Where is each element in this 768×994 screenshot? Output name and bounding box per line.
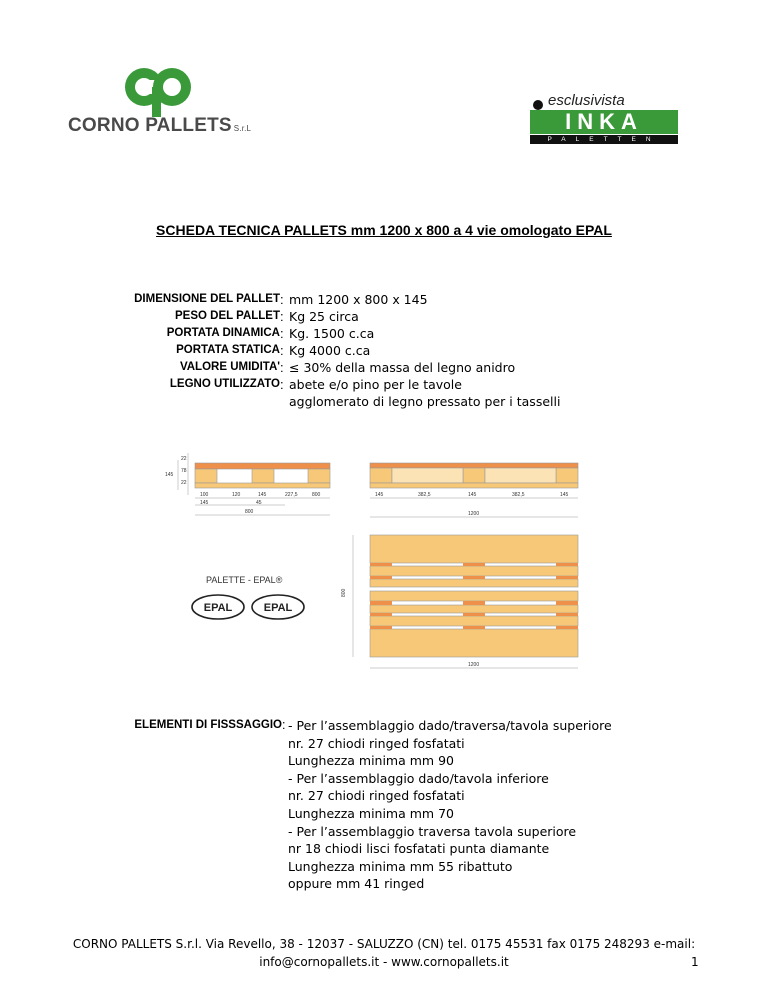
- fixing-text: - Per l’assemblaggio dado/tavola inferiore: [288, 770, 549, 786]
- inka-logo: [530, 92, 678, 144]
- spec-value: Kg 4000 c.ca: [289, 343, 371, 358]
- spec-separator: :: [280, 343, 284, 358]
- dim-label: 145: [165, 472, 174, 478]
- fixing-text: - Per l’assemblaggio dado/traversa/tavola superiore: [288, 718, 612, 733]
- spec-list: [80, 291, 680, 410]
- corno-pallets-wordmark: CORNO PALLETS S.r.L: [68, 115, 252, 136]
- fixing-label: ELEMENTI DI FISSSAGGIO: [134, 719, 282, 731]
- spec-value: abete e/o pino per le tavole: [289, 377, 462, 392]
- spec-row: [80, 359, 680, 376]
- fixing-elements: [60, 717, 700, 893]
- spec-value: Kg 25 circa: [289, 309, 359, 324]
- dim-label: 382,5: [418, 492, 431, 498]
- page-number: 1: [691, 955, 699, 969]
- dim-label: 100: [200, 492, 209, 498]
- dim-label: 145: [375, 492, 384, 498]
- spec-row: [80, 308, 680, 325]
- fixing-text: - Per l’assemblaggio traversa tavola superiore: [288, 823, 577, 839]
- epal-badge-text: EPAL: [263, 602, 293, 614]
- epal-badge-text: EPAL: [203, 602, 233, 614]
- dim-label: 145: [200, 500, 209, 506]
- dim-label: 227,5: [285, 492, 298, 498]
- dim-label: 22: [181, 456, 187, 462]
- spec-value: mm 1200 x 800 x 145: [289, 292, 428, 307]
- spec-separator: :: [280, 377, 284, 392]
- spec-label: [80, 393, 280, 410]
- spec-separator: :: [280, 326, 284, 341]
- pallet-side-view: [195, 463, 330, 488]
- inka-exclusive-label: esclusivista: [548, 92, 625, 109]
- pallet-plan-view: [370, 535, 578, 657]
- fixing-text: nr. 27 chiodi ringed fosfatati: [288, 788, 465, 804]
- corno-pallets-logo-icon: [124, 63, 194, 119]
- dim-label: 120: [232, 492, 241, 498]
- spec-value: Kg. 1500 c.ca: [289, 326, 375, 341]
- fixing-line: [60, 735, 700, 753]
- footer-address: CORNO PALLETS S.r.l. Via Revello, 38 - 12037 - SALUZZO (CN) tel. 0175 45531 fax 0175 248293 e-mail:: [72, 937, 696, 951]
- fixing-line: [60, 858, 700, 876]
- fixing-text: nr 18 chiodi lisci fosfatati punta diamante: [288, 841, 550, 857]
- fixing-separator: :: [282, 718, 286, 732]
- spec-row: [80, 291, 680, 308]
- dim-label: 382,5: [512, 492, 525, 498]
- spec-row: [80, 325, 680, 342]
- spec-value: ≤ 30% della massa del legno anidro: [289, 360, 516, 375]
- dim-label: 800: [312, 492, 321, 498]
- fixing-line: [60, 787, 700, 805]
- fixing-text: Lunghezza minima mm 55 ribattuto: [288, 858, 513, 874]
- fixing-line: [60, 805, 700, 823]
- pallet-drawings: [160, 450, 610, 680]
- spec-label: PORTATA DINAMICA: [166, 327, 280, 339]
- dim-label: 800: [341, 588, 347, 597]
- spec-row: [80, 342, 680, 359]
- spec-label: LEGNO UTILIZZATO: [169, 378, 280, 390]
- inka-subtitle: PALETTEN: [530, 135, 678, 144]
- fixing-line: [60, 823, 700, 841]
- footer-contacts: info@cornopallets.it - www.cornopallets.it: [259, 955, 509, 969]
- spec-separator: :: [280, 292, 284, 307]
- fixing-line: [60, 840, 700, 858]
- fixing-text: nr. 27 chiodi ringed fosfatati: [288, 735, 465, 751]
- spec-row: [80, 393, 680, 410]
- dim-label: 800: [245, 509, 254, 515]
- fixing-text: Lunghezza minima mm 90: [288, 753, 454, 769]
- dim-label: 145: [560, 492, 569, 498]
- page-title: SCHEDA TECNICA PALLETS mm 1200 x 800 a 4 vie omologato EPAL: [156, 222, 612, 238]
- spec-label: PESO DEL PALLET: [174, 310, 280, 322]
- footer: [0, 935, 768, 971]
- dim-label: 45: [256, 500, 262, 506]
- spec-label: DIMENSIONE DEL PALLET: [134, 293, 280, 305]
- dim-label: 145: [468, 492, 477, 498]
- spec-row: [80, 376, 680, 393]
- spec-label: VALORE UMIDITA': [179, 361, 280, 373]
- spec-separator: :: [280, 360, 284, 375]
- fixing-line: [60, 717, 700, 735]
- dim-label: 78: [181, 468, 187, 474]
- dim-label: 145: [258, 492, 267, 498]
- spec-label: PORTATA STATICA: [176, 344, 280, 356]
- dim-label: 1200: [468, 511, 480, 517]
- fixing-line: [60, 875, 700, 893]
- epal-caption: PALETTE - EPAL®: [206, 575, 283, 585]
- spec-separator: :: [280, 309, 284, 324]
- inka-wordmark: INKA: [530, 110, 678, 134]
- fixing-line: [60, 770, 700, 788]
- spec-value: agglomerato di legno pressato per i tasselli: [289, 394, 561, 409]
- pallet-front-view: [370, 463, 578, 488]
- dim-label: 1200: [468, 662, 480, 668]
- fixing-line: [60, 752, 700, 770]
- fixing-text: Lunghezza minima mm 70: [288, 805, 454, 821]
- fixing-text: oppure mm 41 ringed: [288, 876, 425, 892]
- dim-label: 22: [181, 480, 187, 486]
